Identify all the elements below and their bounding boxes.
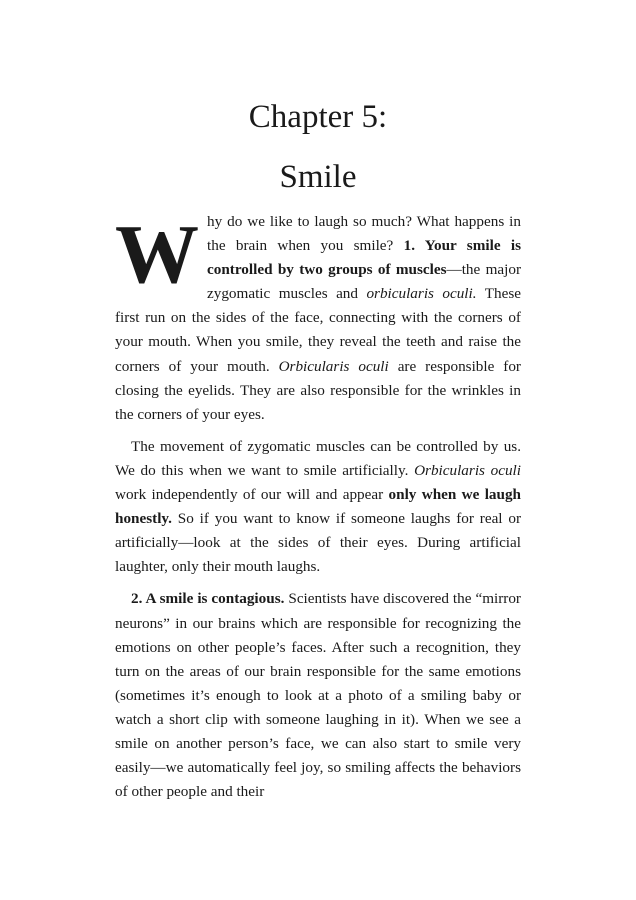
text-segment: —the major zygomatic muscles and bbox=[207, 261, 522, 303]
italic-segment: Orbicularis oculi bbox=[414, 461, 521, 479]
text-segment: These first run on the sides of the face, connecting with the corners of your mouth. When you smile, they reveal the teeth and raise the corners of your mouth. bbox=[115, 285, 521, 375]
italic-segment: Orbicularis oculi bbox=[278, 357, 389, 375]
paragraph-1 bbox=[115, 210, 521, 427]
paragraph-2 bbox=[115, 435, 521, 580]
text-segment: The movement of zygomatic muscles can be controlled by us. We do this when we want to smile artificially. bbox=[115, 437, 521, 479]
text-segment: are responsible for closing the eyelids. They are also responsible for the wrinkles in the corners of your eyes. bbox=[115, 357, 521, 423]
bold-segment: 1. Your smile is controlled by two groups of muscles bbox=[207, 237, 521, 279]
chapter-body bbox=[115, 210, 521, 812]
chapter-title: Smile bbox=[279, 159, 357, 195]
chapter-number: Chapter 5: bbox=[248, 99, 388, 135]
bold-segment: 2. A smile is contagious. bbox=[131, 590, 285, 608]
paragraph-3 bbox=[115, 587, 521, 804]
text-segment: work independently of our will and appear bbox=[115, 486, 389, 504]
drop-cap: W bbox=[115, 208, 199, 301]
text-segment: hy do we like to laugh so much? What happens in the brain when you smile? bbox=[207, 213, 521, 255]
italic-segment: orbicularis oculi. bbox=[366, 285, 477, 303]
text-segment: So if you want to know if someone laughs for real or artificially—look at the sides of their eyes. During artificial laughter, only their mouth laughs. bbox=[115, 510, 521, 576]
bold-segment: only when we laugh honestly. bbox=[115, 486, 522, 528]
text-segment: Scientists have discovered the “mirror neurons” in our brains which are responsible for recognizing the emotions on other people’s faces. After such a recognition, they turn on the areas of our brain responsible for the same emotions (sometimes it’s enough to look at a photo of a smiling baby or watch a short clip with someone laughing in it). When we see a smile on another person’s face, we can also start to smile very easily—we automatically feel joy, so smiling affects the behaviors of other people and their bbox=[115, 590, 521, 801]
